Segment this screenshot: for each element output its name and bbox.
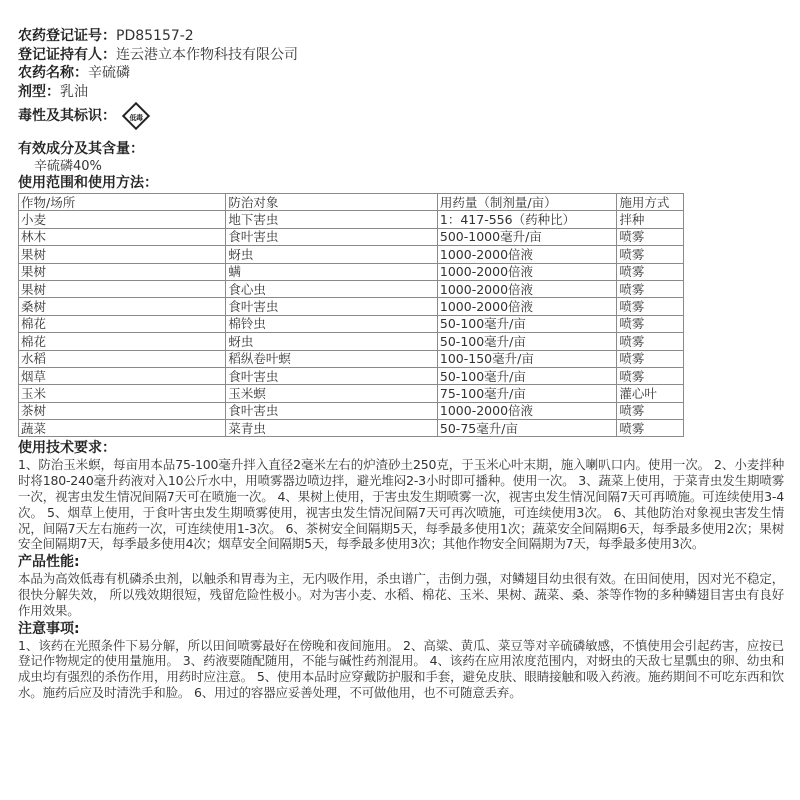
ingredients-value: 辛硫磷40% (34, 159, 102, 174)
crop-cell: 果树 (19, 280, 226, 297)
ingredients-title: 有效成分及其含量： (18, 141, 144, 157)
method-cell: 喷雾 (617, 350, 684, 367)
method-cell: 喷雾 (617, 246, 684, 263)
dosage-cell: 1000-2000倍液 (437, 280, 617, 297)
dosage-cell: 500-1000毫升/亩 (437, 228, 617, 245)
table-row (19, 333, 684, 350)
pesticide-name-line (18, 64, 784, 83)
method-cell: 喷雾 (617, 315, 684, 332)
formulation-line (18, 83, 784, 102)
target-cell: 食叶害虫 (226, 298, 438, 315)
method-cell: 喷雾 (617, 402, 684, 419)
target-cell: 食叶害虫 (226, 402, 438, 419)
crop-cell: 蔬菜 (19, 420, 226, 437)
target-cell: 菜青虫 (226, 420, 438, 437)
dosage-cell: 75-100毫升/亩 (437, 385, 617, 402)
crop-cell: 玉米 (19, 385, 226, 402)
table-row (19, 385, 684, 402)
usage-table (18, 193, 684, 437)
method-cell: 喷雾 (617, 280, 684, 297)
table-row (19, 298, 684, 315)
table-row (19, 420, 684, 437)
target-cell: 食叶害虫 (226, 228, 438, 245)
dosage-cell: 100-150毫升/亩 (437, 350, 617, 367)
target-cell: 螨 (226, 263, 438, 280)
crop-cell: 果树 (19, 263, 226, 280)
toxicity-badge-text: 低毒 (129, 114, 143, 122)
method-cell: 喷雾 (617, 333, 684, 350)
performance-title: 产品性能: (18, 554, 80, 571)
usage-header-method-cell: 施用方式 (617, 194, 684, 211)
table-row (19, 315, 684, 332)
method-cell: 喷雾 (617, 263, 684, 280)
method-cell: 喷雾 (617, 298, 684, 315)
crop-cell: 桑树 (19, 298, 226, 315)
target-cell: 稻纵卷叶螟 (226, 350, 438, 367)
crop-cell: 棉花 (19, 315, 226, 332)
table-row (19, 228, 684, 245)
table-row (19, 263, 684, 280)
registration-number-line (18, 27, 784, 46)
notes-title: 注意事项: (18, 620, 80, 637)
dosage-cell: 1000-2000倍液 (437, 402, 617, 419)
tech-requirements-text: 1、防治玉米螟，每亩用本品75-100毫升拌入直径2毫米左右的炉渣砂土250克，于玉米心叶末期，施入喇叭口内。使用一次。 2、小麦拌种时将180-240毫升药液对入10公斤水中，用喷雾器边喷边拌，避光堆闷2-3小时即可播种。使用一次。 3、蔬菜上使用，于菜青虫发生期喷雾一次，视害虫发生情况间隔7天可在喷施一次。 4、果树上使用，于害虫发生期喷雾一次，视害虫发生情况间隔7天可再喷施。可连续使用3-4次。 5、烟草上使用，于食叶害虫发生期喷雾使用，视害虫发生情况间隔7天可再次喷施，可连续使用3次。 6、其他防治对象视虫害发生情况，间隔7天左右施药一次，可连续使用1-3次。 6、茶树安全间隔期5天，每季最多使用1次；蔬菜安全间隔期6天，每季最多使用2次；果树安全间隔期7天，每季最多使用4次；烟草安全间隔期5天，每季最多使用3次；其他作物安全间隔期为7天，每季最多使用3次。 (18, 457, 784, 552)
label-document (18, 27, 784, 701)
usage-header-target-cell: 防治对象 (226, 194, 438, 211)
usage-header-crop-cell: 作物/场所 (19, 194, 226, 211)
crop-cell: 茶树 (19, 402, 226, 419)
table-row (19, 367, 684, 384)
method-cell: 喷雾 (617, 420, 684, 437)
toxicity-line (18, 101, 784, 131)
crop-cell: 果树 (19, 246, 226, 263)
target-cell: 蚜虫 (226, 246, 438, 263)
formulation-label: 剂型： (18, 83, 60, 100)
target-cell: 食叶害虫 (226, 367, 438, 384)
registration-number: PD85157-2 (116, 28, 194, 44)
holder-label: 登记证持有人： (18, 46, 116, 63)
table-row (19, 246, 684, 263)
target-cell: 棉铃虫 (226, 315, 438, 332)
crop-cell: 棉花 (19, 333, 226, 350)
crop-cell: 水稻 (19, 350, 226, 367)
dosage-cell: 1000-2000倍液 (437, 263, 617, 280)
pesticide-name-label: 农药名称： (18, 65, 88, 81)
table-row (19, 280, 684, 297)
notes-text: 1、该药在光照条件下易分解，所以田间喷雾最好在傍晚和夜间施用。 2、高粱、黄瓜、菜豆等对辛硫磷敏感，不慎使用会引起药害，应按已登记作物规定的使用量施用。 3、药液要随配随用，不能与碱性药剂混用。 4、该药在应用浓度范围内，对蚜虫的天敌七星瓢虫的卵、幼虫和成虫均有强烈的杀伤作用，用药时应注意。 5、使用本品时应穿戴防护服和手套，避免皮肤、眼睛接触和吸入药液。施药期间不可吃东西和饮水。施药后应及时清洗手和脸。 6、用过的容器应妥善处理，不可做他用，也不可随意丢弃。 (18, 637, 784, 701)
crop-cell: 林木 (19, 228, 226, 245)
dosage-cell: 1：417-556（药种比） (437, 211, 617, 228)
target-cell: 地下害虫 (226, 211, 438, 228)
toxicity-label: 毒性及其标识： (18, 108, 116, 124)
performance-text: 本品为高效低毒有机磷杀虫剂，以触杀和胃毒为主，无内吸作用，杀虫谱广，击倒力强，对鳞翅目幼虫很有效。在田间使用，因对光不稳定，很快分解失效， 所以残效期很短，残留危险性极小。对为害小麦、水稻、棉花、玉米、果树、蔬菜、桑、茶等作物的多种鳞翅目害虫有良好作用效果。 (18, 571, 784, 618)
dosage-cell: 50-75毫升/亩 (437, 420, 617, 437)
table-row (19, 350, 684, 367)
dosage-cell: 50-100毫升/亩 (437, 367, 617, 384)
target-cell: 蚜虫 (226, 333, 438, 350)
low-toxicity-diamond-icon (120, 100, 152, 132)
table-row (19, 402, 684, 419)
pesticide-name: 辛硫磷 (88, 65, 130, 81)
usage-title: 使用范围和使用方法： (18, 175, 158, 191)
target-cell: 食心虫 (226, 280, 438, 297)
holder-value: 连云港立本作物科技有限公司 (116, 46, 298, 63)
target-cell: 玉米螟 (226, 385, 438, 402)
method-cell: 拌种 (617, 211, 684, 228)
tech-requirements-title: 使用技术要求： (18, 440, 116, 457)
method-cell: 灌心叶 (617, 385, 684, 402)
dosage-cell: 1000-2000倍液 (437, 246, 617, 263)
dosage-cell: 1000-2000倍液 (437, 298, 617, 315)
usage-header-dosage-cell: 用药量（制剂量/亩） (437, 194, 617, 211)
usage-table-header-row (19, 194, 684, 211)
table-row (19, 211, 684, 228)
crop-cell: 烟草 (19, 367, 226, 384)
method-cell: 喷雾 (617, 228, 684, 245)
dosage-cell: 50-100毫升/亩 (437, 333, 617, 350)
registration-number-label: 农药登记证号： (18, 28, 116, 44)
dosage-cell: 50-100毫升/亩 (437, 315, 617, 332)
crop-cell: 小麦 (19, 211, 226, 228)
holder-line (18, 46, 784, 65)
formulation-value: 乳油 (60, 83, 88, 100)
method-cell: 喷雾 (617, 367, 684, 384)
